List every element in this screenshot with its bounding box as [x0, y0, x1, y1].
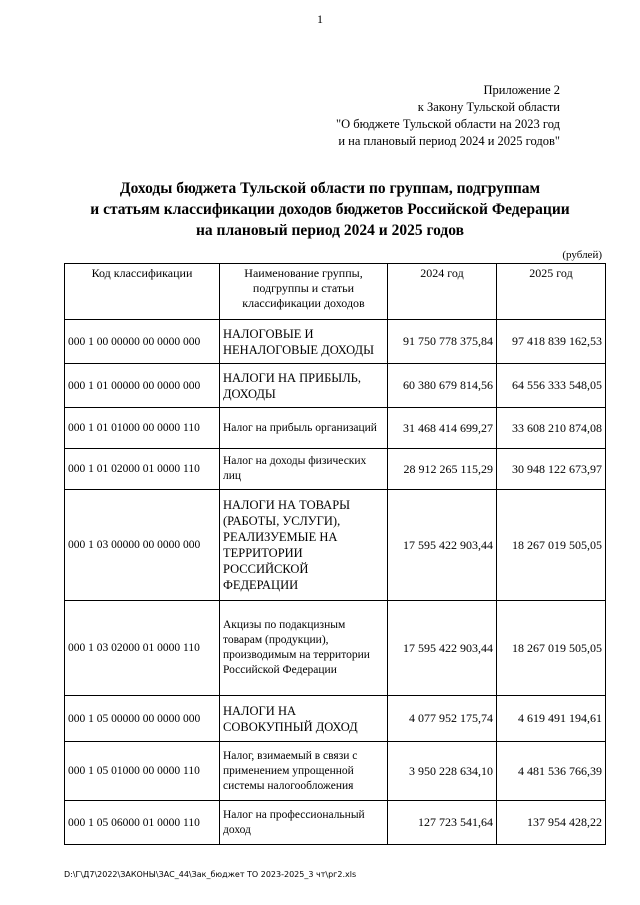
row-name: НАЛОГИ НА СОВОКУПНЫЙ ДОХОД: [220, 696, 388, 742]
row-name: Налог на доходы физических лиц: [220, 449, 388, 490]
row-2025: 4 481 536 766,39: [497, 742, 606, 801]
table-row: [65, 408, 606, 449]
row-2024: 4 077 952 175,74: [388, 696, 497, 742]
page-number: 1: [317, 12, 323, 26]
row-2025: 4 619 491 194,61: [497, 696, 606, 742]
row-code: 000 1 05 01000 00 0000 110: [65, 742, 220, 801]
title-line-2: и статьям классификации доходов бюджетов Российской Федерации: [90, 201, 570, 218]
header-code: Код классификации: [65, 264, 220, 320]
row-2024: 28 912 265 115,29: [388, 449, 497, 490]
row-2024: 91 750 778 375,84: [388, 320, 497, 364]
header-2025: 2025 год: [497, 264, 606, 320]
row-name: НАЛОГОВЫЕ И НЕНАЛОГОВЫЕ ДОХОДЫ: [220, 320, 388, 364]
appendix-line-1: Приложение 2: [483, 83, 560, 97]
document-title: [60, 178, 600, 241]
title-line-3: на плановый период 2024 и 2025 годов: [196, 222, 464, 239]
table-row: [65, 696, 606, 742]
row-code: 000 1 05 00000 00 0000 000: [65, 696, 220, 742]
row-2024: 17 595 422 903,44: [388, 601, 497, 696]
appendix-line-4: и на плановый период 2024 и 2025 годов": [338, 134, 560, 148]
row-name: НАЛОГИ НА ТОВАРЫ (РАБОТЫ, УСЛУГИ), РЕАЛИЗУЕМЫЕ НА ТЕРРИТОРИИ РОССИЙСКОЙ ФЕДЕРАЦИИ: [220, 490, 388, 601]
table-row: [65, 490, 606, 601]
row-code: 000 1 00 00000 00 0000 000: [65, 320, 220, 364]
appendix-block: [290, 82, 560, 150]
row-code: 000 1 05 06000 01 0000 110: [65, 801, 220, 845]
row-code: 000 1 03 00000 00 0000 000: [65, 490, 220, 601]
row-2024: 31 468 414 699,27: [388, 408, 497, 449]
row-2025: 137 954 428,22: [497, 801, 606, 845]
row-2025: 97 418 839 162,53: [497, 320, 606, 364]
row-2024: 3 950 228 634,10: [388, 742, 497, 801]
table-row: [65, 449, 606, 490]
row-2025: 33 608 210 874,08: [497, 408, 606, 449]
row-2025: 18 267 019 505,05: [497, 601, 606, 696]
row-2025: 18 267 019 505,05: [497, 490, 606, 601]
row-name: Акцизы по подакцизным товарам (продукции), производимым на территории Российской Федерации: [220, 601, 388, 696]
row-2024: 60 380 679 814,56: [388, 364, 497, 408]
row-name: НАЛОГИ НА ПРИБЫЛЬ, ДОХОДЫ: [220, 364, 388, 408]
row-2025: 64 556 333 548,05: [497, 364, 606, 408]
appendix-line-2: к Закону Тульской области: [417, 100, 560, 114]
row-code: 000 1 01 02000 01 0000 110: [65, 449, 220, 490]
row-name: Налог на профессиональный доход: [220, 801, 388, 845]
unit-label: (рублей): [562, 249, 602, 261]
table-row: [65, 742, 606, 801]
row-2024: 127 723 541,64: [388, 801, 497, 845]
file-path-footer: D:\Г\Д7\2022\ЗАКОНЫ\ЗАС_44\Зак_бюджет ТО 2023-2025_3 чт\рг2.xls: [64, 870, 357, 879]
revenue-table: [64, 263, 606, 845]
row-2024: 17 595 422 903,44: [388, 490, 497, 601]
row-2025: 30 948 122 673,97: [497, 449, 606, 490]
table-header-row: [65, 264, 606, 320]
header-2024: 2024 год: [388, 264, 497, 320]
row-code: 000 1 01 00000 00 0000 000: [65, 364, 220, 408]
table-row: [65, 601, 606, 696]
title-line-1: Доходы бюджета Тульской области по группам, подгруппам: [119, 180, 541, 197]
table-row: [65, 364, 606, 408]
appendix-line-3: "О бюджете Тульской области на 2023 год: [336, 117, 560, 131]
row-code: 000 1 01 01000 00 0000 110: [65, 408, 220, 449]
row-code: 000 1 03 02000 01 0000 110: [65, 601, 220, 696]
header-name: Наименование группы, подгруппы и статьи классификации доходов: [220, 264, 388, 320]
row-name: Налог, взимаемый в связи с применением упрощенной системы налогообложения: [220, 742, 388, 801]
table-row: [65, 320, 606, 364]
table-row: [65, 801, 606, 845]
row-name: Налог на прибыль организаций: [220, 408, 388, 449]
